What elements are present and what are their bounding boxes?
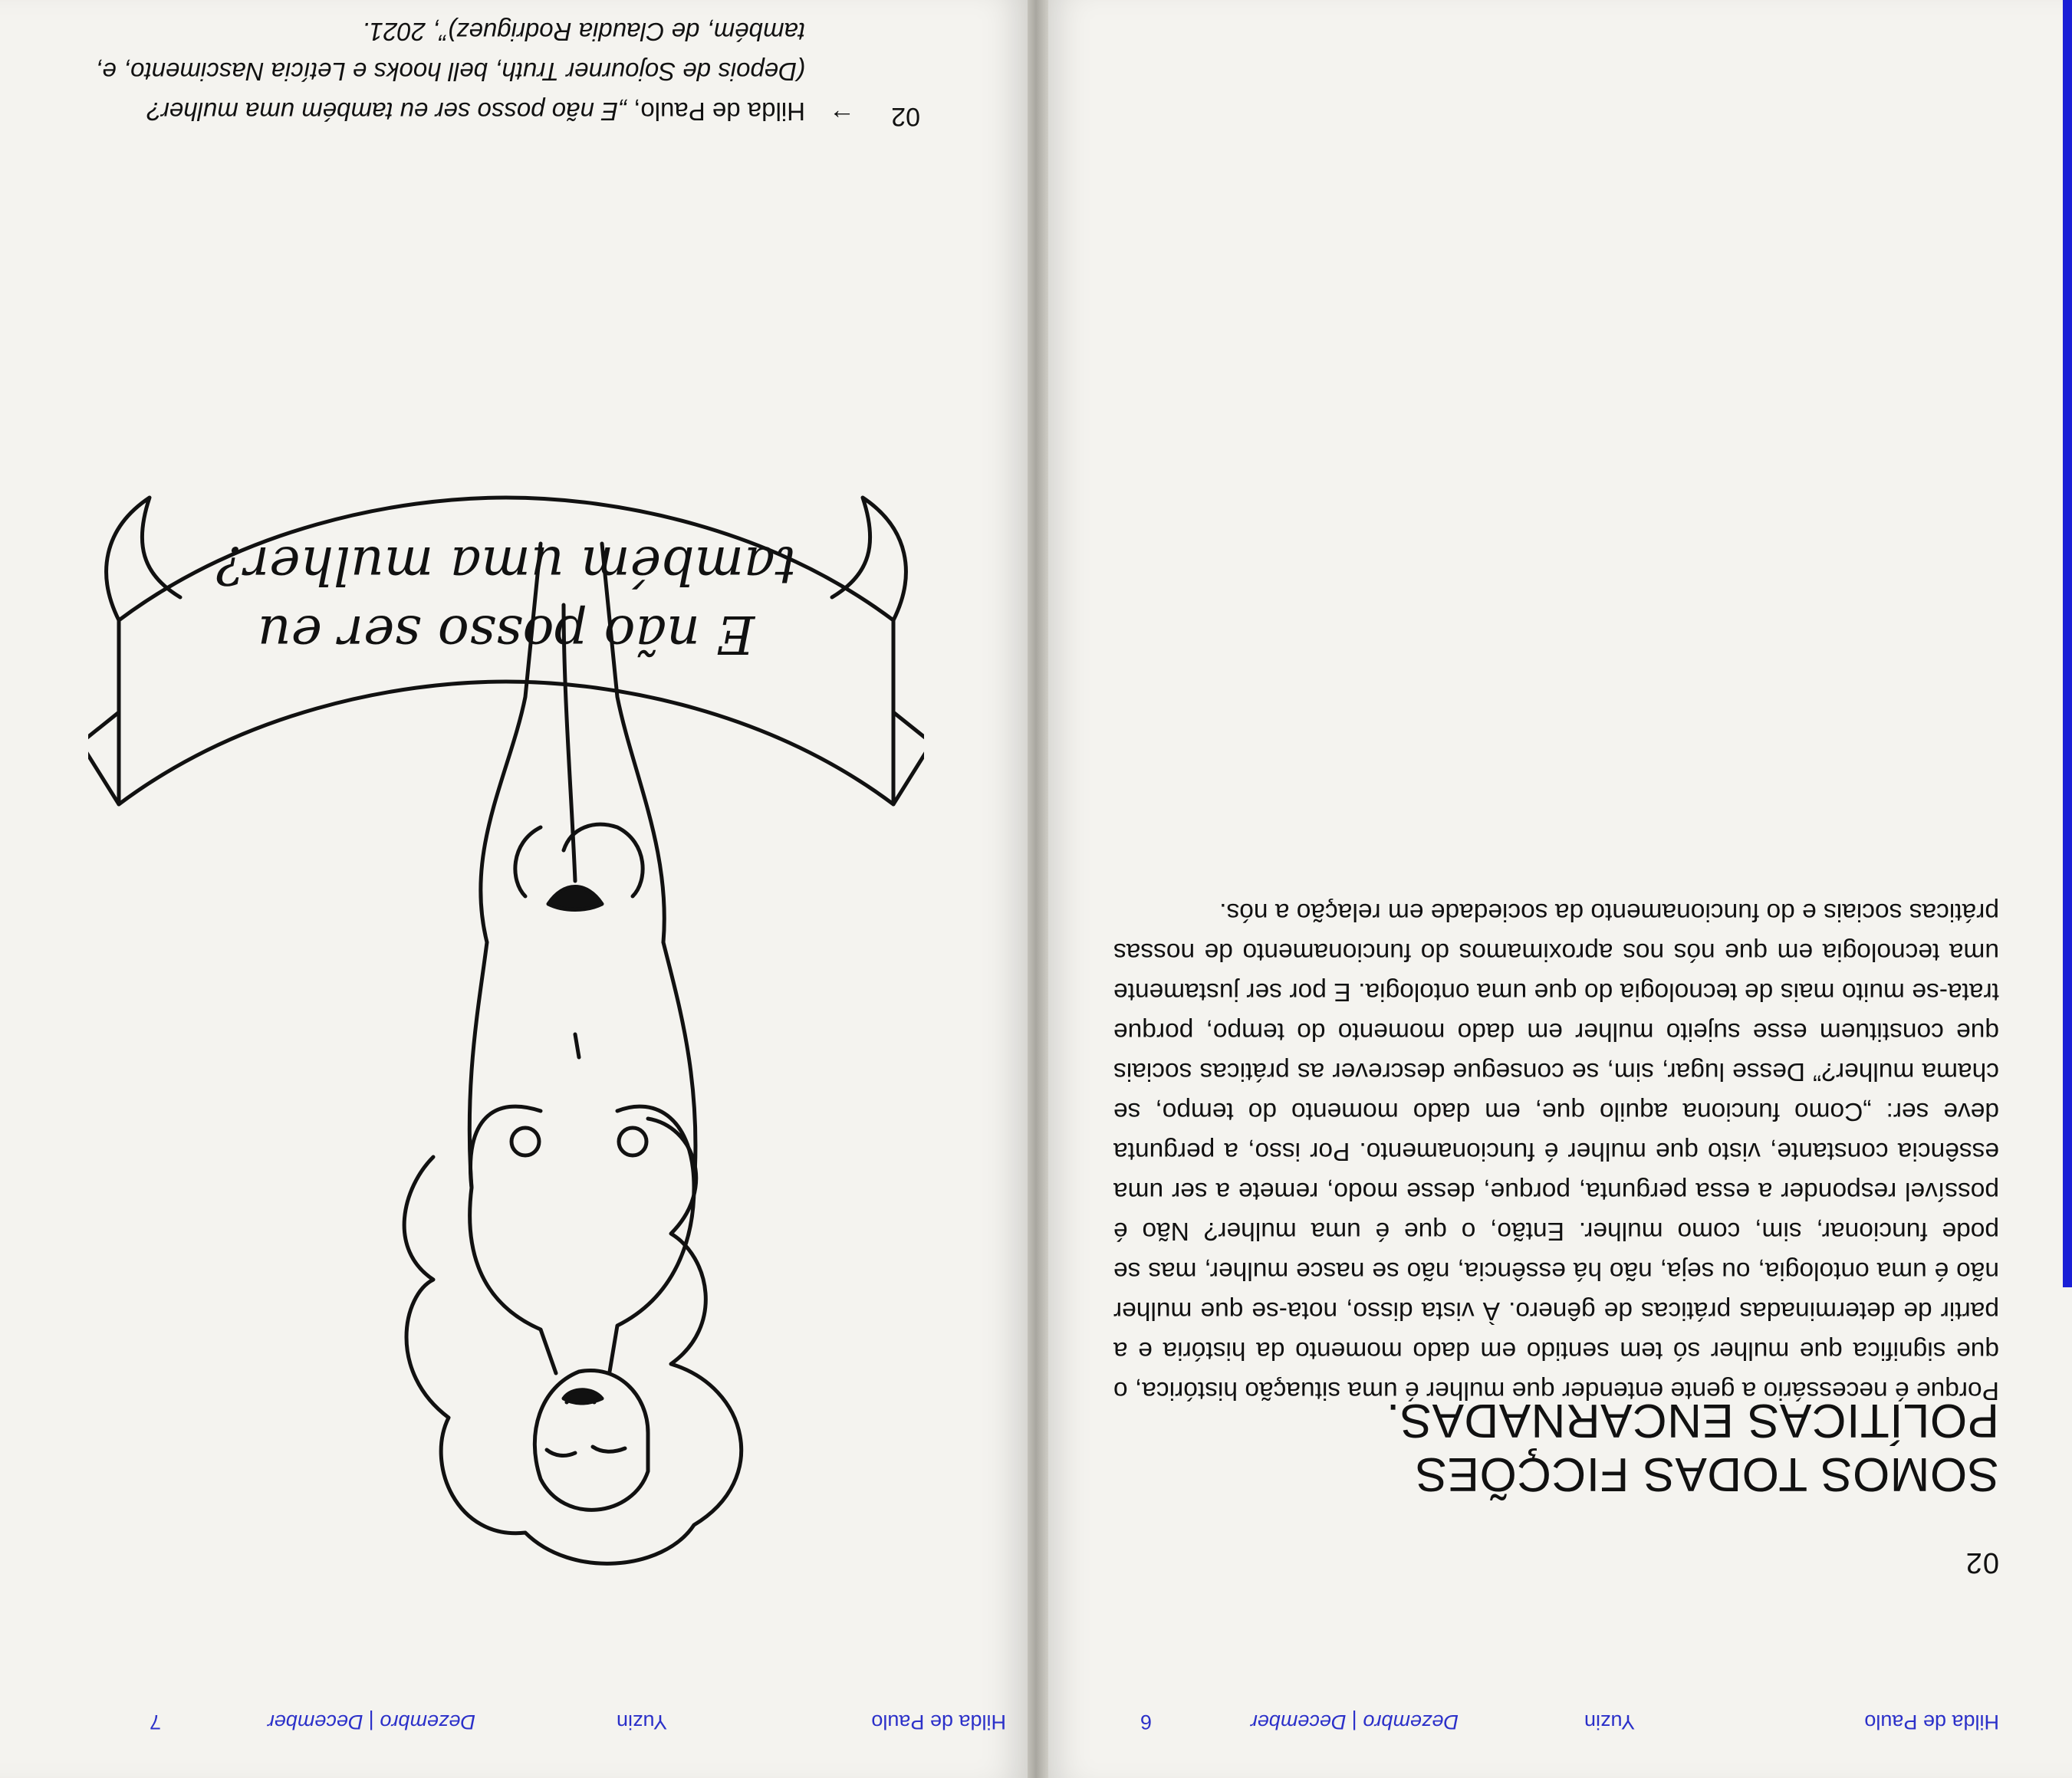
running-head-author: Hilda de Paulo	[1864, 1711, 1999, 1734]
running-head-month: Dezembro | December	[1250, 1711, 1459, 1734]
torso	[470, 1188, 694, 1373]
body-text: Porque é necessário a gente entender que mulher é uma situação histórica, o que significa que mulher só tem sentido em dado momento da história e a partir de determinadas práticas de gênero. À vista disso, nota-se que mulher não é uma ontologia, ou seja, não há essência, não se nasce mulher, mas se pode funcionar, sim, como mulher. Então, o que é uma mulher? Não é possível responder a essa pergunta, porque, desse modo, remete a ser uma essência constante, visto que mulher é funcionamento. Por isso, a pergunta deve ser: „Como funciona aquilo que, em dado momento do tempo, se chama mulher?” Desse lugar, sim, se consegue descrever as práticas sociais que constituem esse sujeito mulher em dado momento do tempo, porque trata-se muito mais de tecnologia do que uma ontologia. E por ser justamente uma tecnologia em que nós nos aproximamos do funcionamento de nossas práticas sociais e do funcionamento da sociedade em relação a nós.	[1113, 898, 1999, 1405]
running-head-left	[1044, 1703, 2072, 1734]
page-left	[1044, 0, 2072, 1778]
woman-with-banner-illustration	[88, 360, 924, 1617]
banner-text-line2: também uma mulher?	[216, 534, 796, 595]
page-right	[0, 0, 1028, 1778]
page-number: 7	[149, 1711, 161, 1734]
running-head-publisher: Yuzin	[1584, 1711, 1635, 1734]
page-number: 6	[1140, 1711, 1152, 1734]
section-title: SOMOS TODAS FICÇÕES POLÍTICAS ENCARNADAS.	[1386, 1394, 1999, 1501]
running-head-author: Hilda de Paulo	[871, 1711, 1006, 1734]
caption-number: 02	[891, 102, 920, 131]
running-head-right	[0, 1703, 1028, 1734]
running-head-month: Dezembro | December	[267, 1711, 475, 1734]
running-head-publisher: Yuzin	[616, 1711, 667, 1734]
section-number: 02	[1965, 1546, 1999, 1579]
banner-text-line1: E não posso ser eu	[257, 603, 755, 664]
caption	[54, 12, 805, 131]
arrow-right-icon: →	[829, 104, 855, 133]
page-edge-blue	[2063, 0, 2072, 1287]
caption-author: Hilda de Paulo,	[633, 97, 805, 126]
hair	[404, 1119, 742, 1563]
caption-title: „E não posso ser eu também uma mulher? (Depois de Sojourner Truth, bell hooks e Letícia Nascimento, e, também, de Claudia Rodriguez)”, 2021.	[95, 18, 805, 126]
